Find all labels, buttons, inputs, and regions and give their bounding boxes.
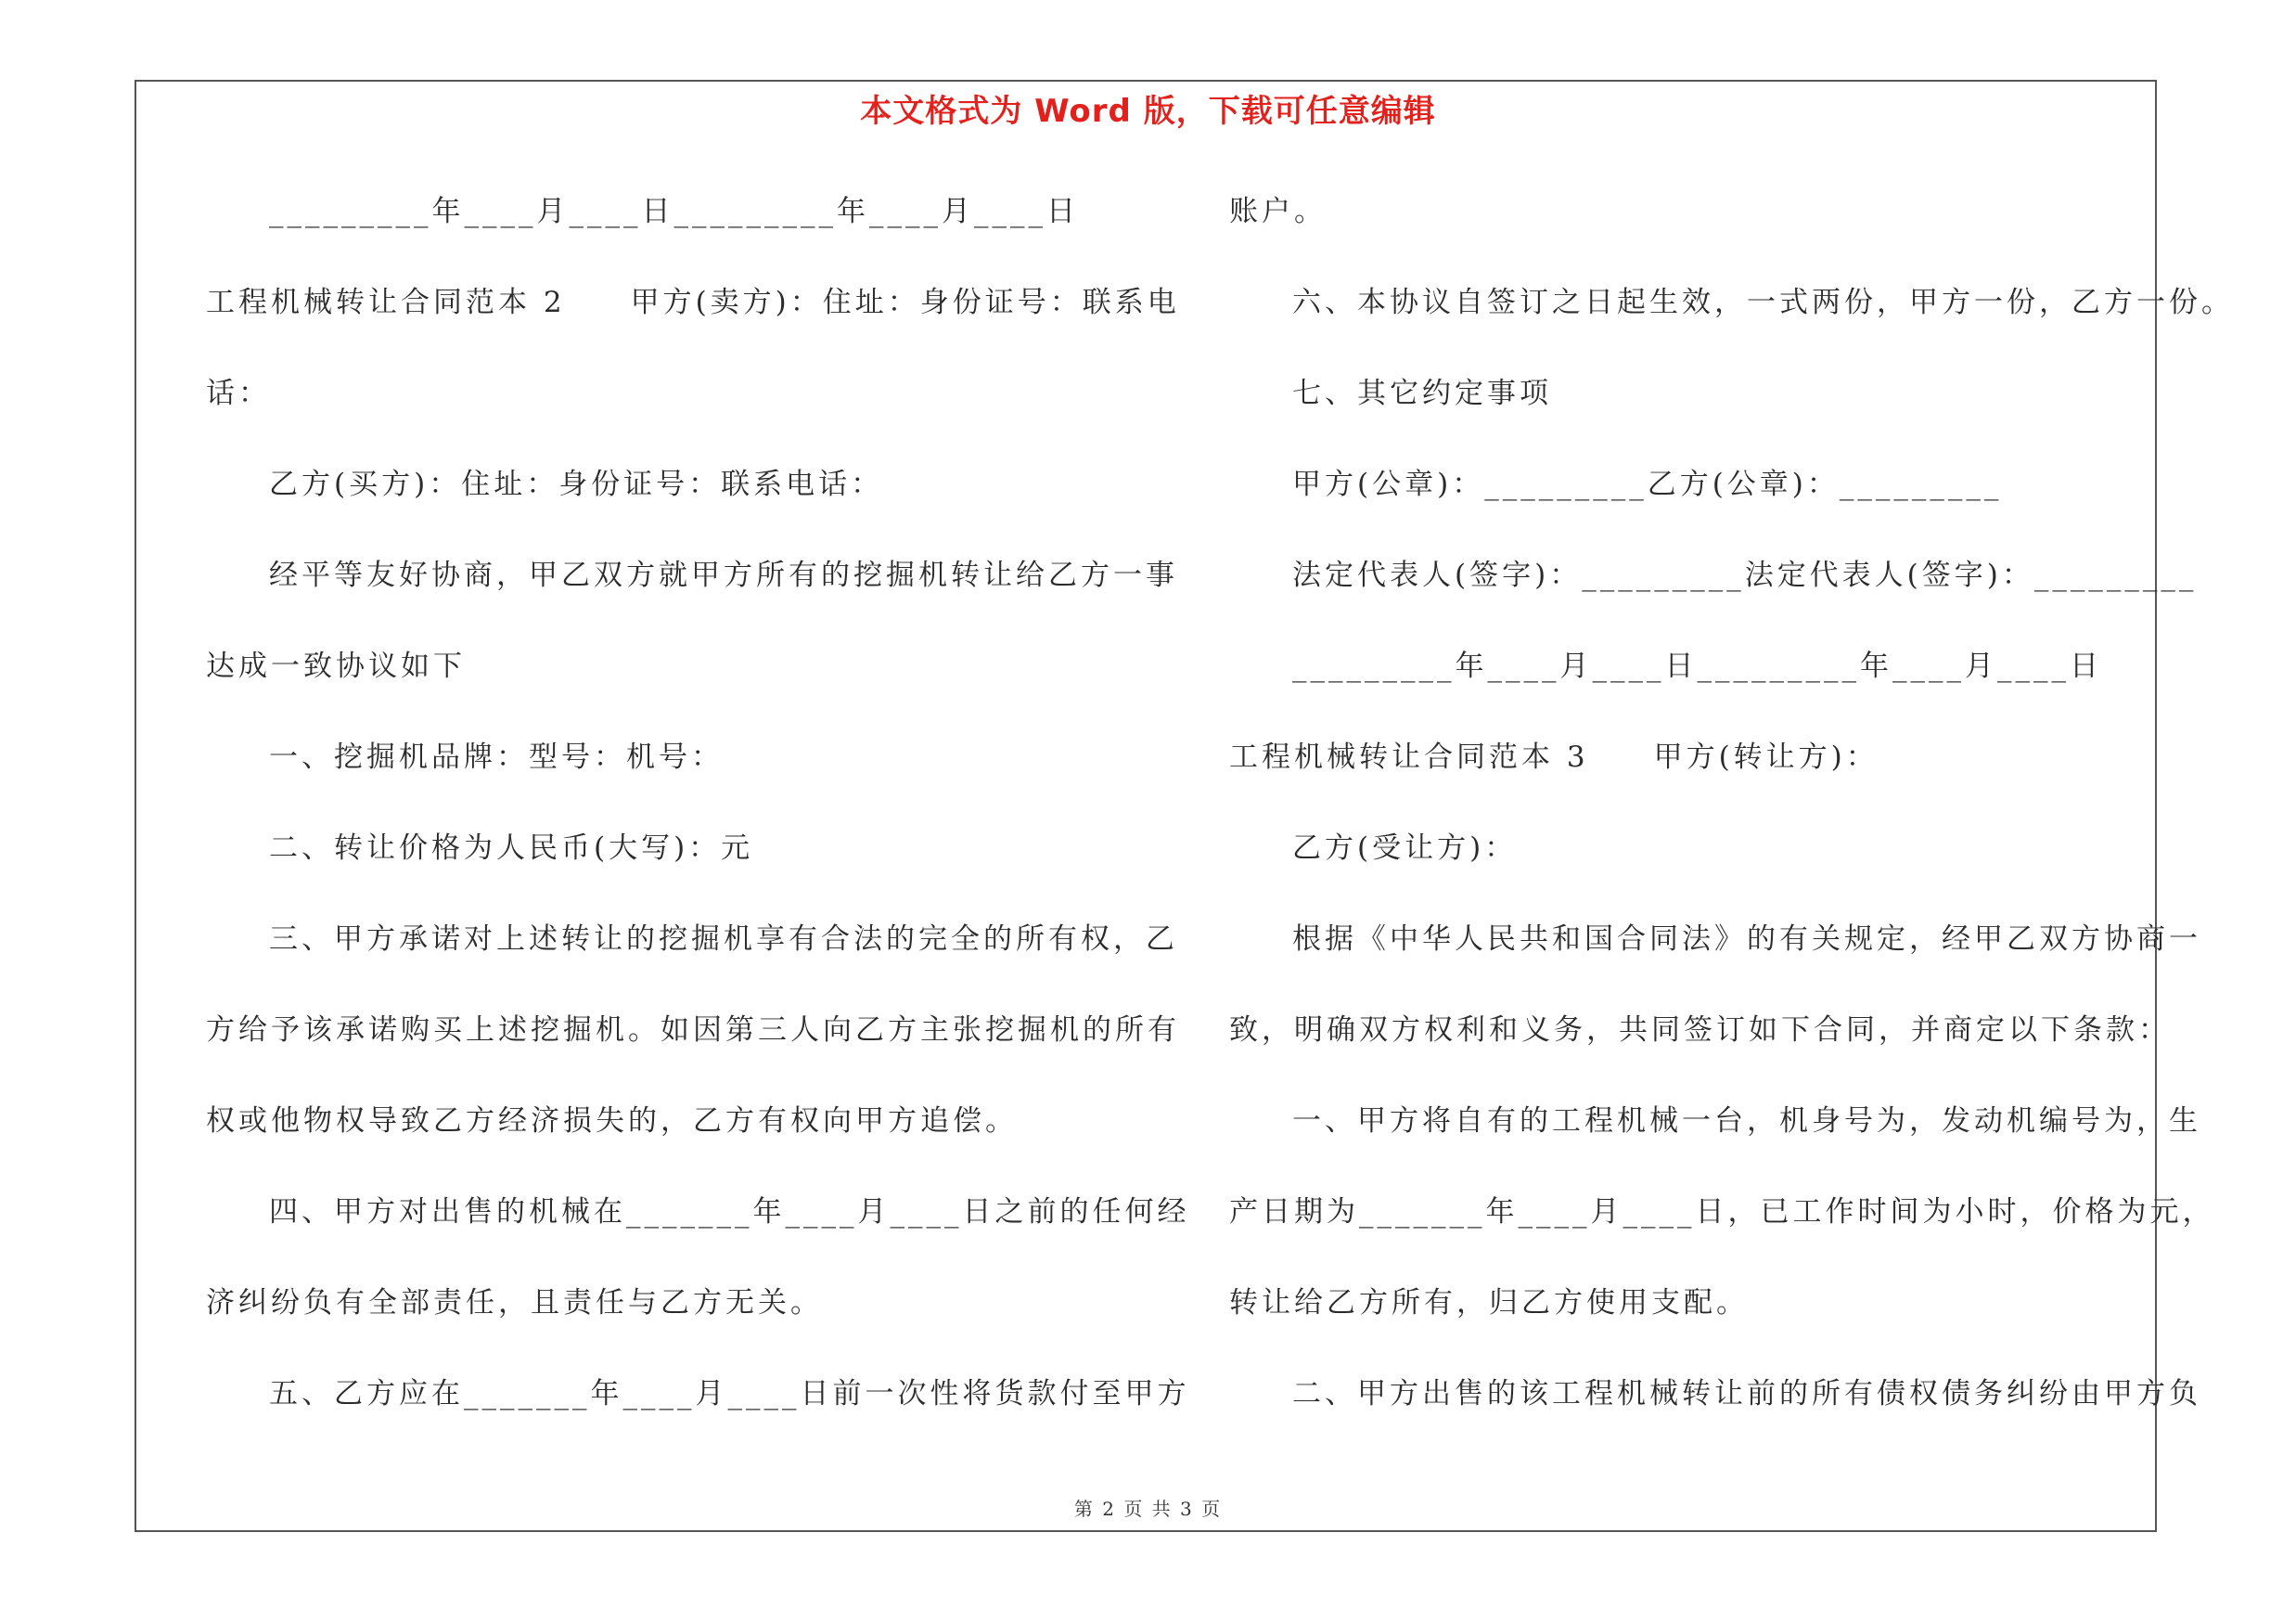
paragraph-line: 济纠纷负有全部责任，且责任与乙方无关。 [206, 1286, 823, 1320]
clause-4: 四、甲方对出售的机械在_______年____月____日之前的任何经 [269, 1195, 1190, 1229]
paragraph-line: 致，明确双方权利和义务，共同签订如下合同，并商定以下条款： [1229, 1013, 2171, 1047]
word-format-banner: 本文格式为 Word 版，下载可任意编辑 [860, 93, 1436, 130]
signature-date-line: _________年____月____日_________年____月____日 [269, 195, 1079, 228]
party-b-transferee: 乙方(受让方)： [1292, 831, 1518, 865]
clause-1: 一、甲方将自有的工程机械一台，机身号为，发动机编号为，生 [1292, 1104, 2201, 1138]
clause-3: 三、甲方承诺对上述转让的挖掘机享有合法的完全的所有权，乙 [269, 922, 1178, 956]
paragraph-line: 产日期为_______年____月____日，已工作时间为小时，价格为元， [1229, 1195, 2215, 1229]
paragraph-line: 话： [206, 377, 271, 410]
paragraph-line: 转让给乙方所有，归乙方使用支配。 [1229, 1286, 1749, 1320]
clause-2: 二、转让价格为人民币(大写)：元 [269, 831, 754, 865]
paragraph-line: 达成一致协议如下 [206, 650, 466, 683]
paragraph-line: 根据《中华人民共和国合同法》的有关规定，经甲乙双方协商一 [1292, 922, 2201, 956]
page-number: 第 2 页 共 3 页 [1073, 1498, 1223, 1520]
contract-3-heading: 工程机械转让合同范本 3 甲方(转让方)： [1229, 741, 1879, 774]
clause-7: 七、其它约定事项 [1292, 377, 1552, 410]
party-b-info: 乙方(买方)：住址：身份证号：联系电话： [269, 468, 884, 501]
clause-6: 六、本协议自签订之日起生效，一式两份，甲方一份，乙方一份。 [1292, 286, 2234, 319]
paragraph-line: 方给予该承诺购买上述挖掘机。如因第三人向乙方主张挖掘机的所有 [206, 1013, 1180, 1047]
paragraph-line: 经平等友好协商，甲乙双方就甲方所有的挖掘机转让给乙方一事 [269, 559, 1178, 592]
signature-date-line: _________年____月____日_________年____月____日 [1292, 650, 2102, 683]
paragraph-line: 账户。 [1229, 195, 1327, 228]
seal-line: 甲方(公章)：_________乙方(公章)：_________ [1292, 468, 2003, 501]
representative-signature-line: 法定代表人(签字)：_________法定代表人(签字)：_________ [1292, 559, 2198, 592]
contract-2-heading: 工程机械转让合同范本 2 甲方(卖方)：住址：身份证号：联系电 [206, 286, 1180, 319]
paragraph-line: 权或他物权导致乙方经济损失的，乙方有权向甲方追偿。 [206, 1104, 1018, 1138]
clause-5: 五、乙方应在_______年____月____日前一次性将货款付至甲方 [269, 1377, 1190, 1410]
clause-1: 一、挖掘机品牌：型号：机号： [269, 741, 724, 774]
clause-2: 二、甲方出售的该工程机械转让前的所有债权债务纠纷由甲方负 [1292, 1377, 2201, 1410]
